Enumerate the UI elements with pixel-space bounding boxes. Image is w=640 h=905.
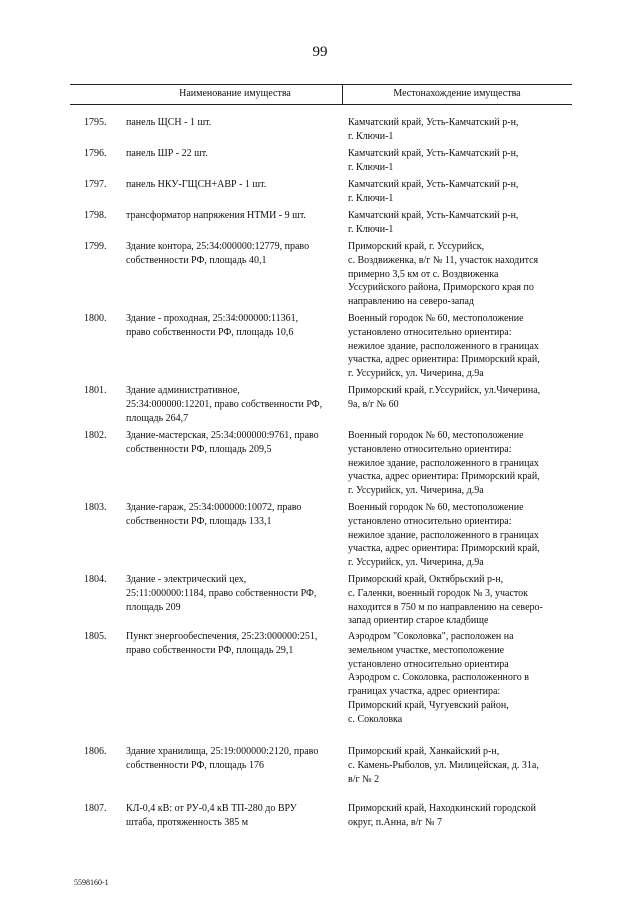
table-header [70, 84, 572, 105]
property-location-line: запад ориентир старое кладбище [348, 615, 489, 627]
property-name [126, 745, 331, 773]
property-location-line: Уссурийского района, Приморского края по [348, 282, 534, 294]
row-number: 1802. [84, 430, 107, 441]
property-name-line: 25:34:000000:12201, право собственности РФ, [126, 398, 323, 410]
property-location-line: Камчатский край, Усть-Камчатский р-н, [348, 117, 519, 128]
property-name-line: Здание контора, 25:34:000000:12779, право [126, 241, 310, 252]
property-location-line: округ, п.Анна, в/г № 7 [348, 816, 443, 828]
property-location [348, 501, 568, 570]
document-code: 5598160-1 [74, 878, 109, 887]
property-name [126, 429, 331, 457]
property-location-line: установлено относительно ориентира: [348, 443, 512, 455]
row-number: 1797. [84, 179, 107, 190]
property-location-line: участка, адрес ориентира: Приморский край, [348, 543, 540, 555]
property-location-line: установлено относительно ориентира: [348, 515, 512, 527]
property-location-line: Камчатский край, Усть-Камчатский р-н, [348, 210, 519, 221]
property-name-line: Здание - проходная, 25:34:000000:11361, [126, 313, 299, 324]
property-name-line: Здание-мастерская, 25:34:000000:9761, право [126, 430, 319, 441]
row-number: 1801. [84, 385, 107, 396]
property-location-line: нежилое здание, расположенного в границах [348, 529, 539, 541]
property-location-line: г. Ключи-1 [348, 223, 394, 235]
page-number: 99 [312, 44, 328, 60]
property-location-line: с. Соколовка [348, 713, 403, 725]
property-name [126, 209, 331, 223]
property-location-line: границах участка, адрес ориентира: [348, 686, 501, 698]
property-location-line: Приморский край, г. Уссурийск, [348, 241, 485, 252]
property-name-line: собственности РФ, площадь 40,1 [126, 254, 267, 266]
property-name-line: право собственности РФ, площадь 10,6 [126, 326, 294, 338]
property-location-line: в/г № 2 [348, 773, 380, 785]
property-location-line: с. Воздвиженка, в/г № 11, участок находится [348, 254, 539, 266]
table-row [0, 209, 640, 240]
property-location-line: г. Ключи-1 [348, 161, 394, 173]
table-row [0, 116, 640, 147]
property-name-line: панель ШР - 22 шт. [126, 148, 208, 159]
property-location-line: находится в 750 м по направлению на северо- [348, 601, 543, 613]
property-location-line: установлено относительно ориентира: [348, 326, 512, 338]
table-row [0, 178, 640, 209]
property-location-line: участка, адрес ориентира: Приморский край, [348, 471, 540, 483]
property-location [348, 802, 568, 830]
property-location [348, 209, 568, 237]
property-location-line: нежилое здание, расположенного в границах [348, 457, 539, 469]
property-location [348, 147, 568, 175]
property-name-line: Здание хранилища, 25:19:000000:2120, право [126, 746, 319, 757]
property-location-line: Приморский край, Чугуевский район, [348, 699, 509, 711]
property-name [126, 116, 331, 130]
table-row [0, 384, 640, 429]
property-name-line: штаба, протяженность 385 м [126, 816, 249, 828]
table-row [0, 429, 640, 501]
table-row [0, 802, 640, 847]
property-location [348, 745, 568, 786]
column-header-location: Местонахождение имущества [393, 88, 521, 99]
property-location-line: 9а, в/г № 60 [348, 398, 399, 410]
row-number: 1798. [84, 210, 107, 221]
property-location-line: Приморский край, г.Уссурийск, ул.Чичерина, [348, 385, 541, 396]
property-name [126, 178, 331, 192]
property-location [348, 240, 568, 309]
property-location-line: г. Уссурийск, ул. Чичерина, д.9а [348, 485, 484, 497]
property-location-line: Приморский край, Октябрьский р-н, [348, 574, 504, 585]
row-number: 1805. [84, 631, 107, 642]
property-location [348, 630, 568, 727]
property-name [126, 312, 331, 340]
row-number: 1803. [84, 502, 107, 513]
property-name-line: Пункт энергообеспечения, 25:23:000000:251, [126, 631, 318, 642]
table-row [0, 312, 640, 384]
property-location-line: Военный городок № 60, местоположение [348, 430, 524, 441]
property-location-line: Аэродром с. Соколовка, расположенного в [348, 672, 529, 684]
property-name-line: Здание-гараж, 25:34:000000:10072, право [126, 502, 302, 513]
property-location [348, 178, 568, 206]
row-number: 1795. [84, 117, 107, 128]
property-location-line: с. Камень-Рыболов, ул. Милицейская, д. 31а, [348, 759, 539, 771]
property-name-line: панель НКУ-ГЩСН+АВР - 1 шт. [126, 179, 267, 190]
property-location-line: Аэродром "Соколовка", расположен на [348, 631, 514, 642]
property-name [126, 802, 331, 830]
property-location [348, 312, 568, 381]
property-name-line: площадь 209 [126, 601, 181, 613]
row-number: 1806. [84, 746, 107, 757]
property-name [126, 501, 331, 529]
property-name-line: панель ЩСН - 1 шт. [126, 117, 212, 128]
property-table [0, 116, 640, 847]
property-location [348, 384, 568, 412]
property-location-line: г. Уссурийск, ул. Чичерина, д.9а [348, 557, 484, 569]
property-name [126, 147, 331, 161]
row-number: 1796. [84, 148, 107, 159]
property-name-line: трансформатор напряжения НТМИ - 9 шт. [126, 210, 306, 221]
property-name-line: собственности РФ, площадь 133,1 [126, 515, 272, 527]
property-location-line: г. Ключи-1 [348, 192, 394, 204]
property-name [126, 240, 331, 268]
property-location-line: Камчатский край, Усть-Камчатский р-н, [348, 148, 519, 159]
property-name-line: КЛ-0,4 кВ: от РУ-0,4 кВ ТП-280 до ВРУ [126, 803, 297, 814]
property-location-line: земельном участке, местоположение [348, 644, 505, 656]
property-location-line: Приморский край, Находкинский городской [348, 803, 536, 814]
table-row [0, 630, 640, 745]
property-location-line: Камчатский край, Усть-Камчатский р-н, [348, 179, 519, 190]
property-location-line: г. Ключи-1 [348, 130, 394, 142]
property-name-line: собственности РФ, площадь 176 [126, 759, 264, 771]
row-number: 1807. [84, 803, 107, 814]
table-row [0, 240, 640, 312]
property-location-line: нежилое здание, расположенного в границах [348, 340, 539, 352]
property-name [126, 630, 331, 658]
property-name [126, 573, 331, 614]
property-location-line: Военный городок № 60, местоположение [348, 313, 524, 324]
property-name-line: 25:11:000000:1184, право собственности РФ, [126, 587, 317, 599]
property-location-line: направлению на северо-запад [348, 296, 474, 308]
row-number: 1804. [84, 574, 107, 585]
property-location-line: с. Галенки, военный городок № 3, участок [348, 587, 529, 599]
property-location-line: примерно 3,5 км от с. Воздвиженка [348, 268, 499, 280]
property-location [348, 429, 568, 498]
property-location-line: Приморский край, Ханкайский р-н, [348, 746, 500, 757]
property-location-line: установлено относительно ориентира [348, 658, 509, 670]
property-name-line: Здание - электрический цех, [126, 574, 247, 585]
table-row [0, 501, 640, 573]
table-row [0, 147, 640, 178]
property-name-line: право собственности РФ, площадь 29,1 [126, 644, 294, 656]
table-row [0, 745, 640, 802]
property-location-line: Военный городок № 60, местоположение [348, 502, 524, 513]
property-name-line: собственности РФ, площадь 209,5 [126, 443, 272, 455]
property-location [348, 573, 568, 628]
property-name [126, 384, 331, 425]
row-number: 1799. [84, 241, 107, 252]
property-name-line: Здание административное, [126, 385, 240, 396]
property-location-line: г. Уссурийск, ул. Чичерина, д.9а [348, 368, 484, 380]
table-row [0, 573, 640, 630]
property-location-line: участка, адрес ориентира: Приморский край, [348, 354, 540, 366]
property-location [348, 116, 568, 144]
column-header-name: Наименование имущества [179, 88, 291, 99]
property-name-line: площадь 264,7 [126, 412, 189, 424]
row-number: 1800. [84, 313, 107, 324]
